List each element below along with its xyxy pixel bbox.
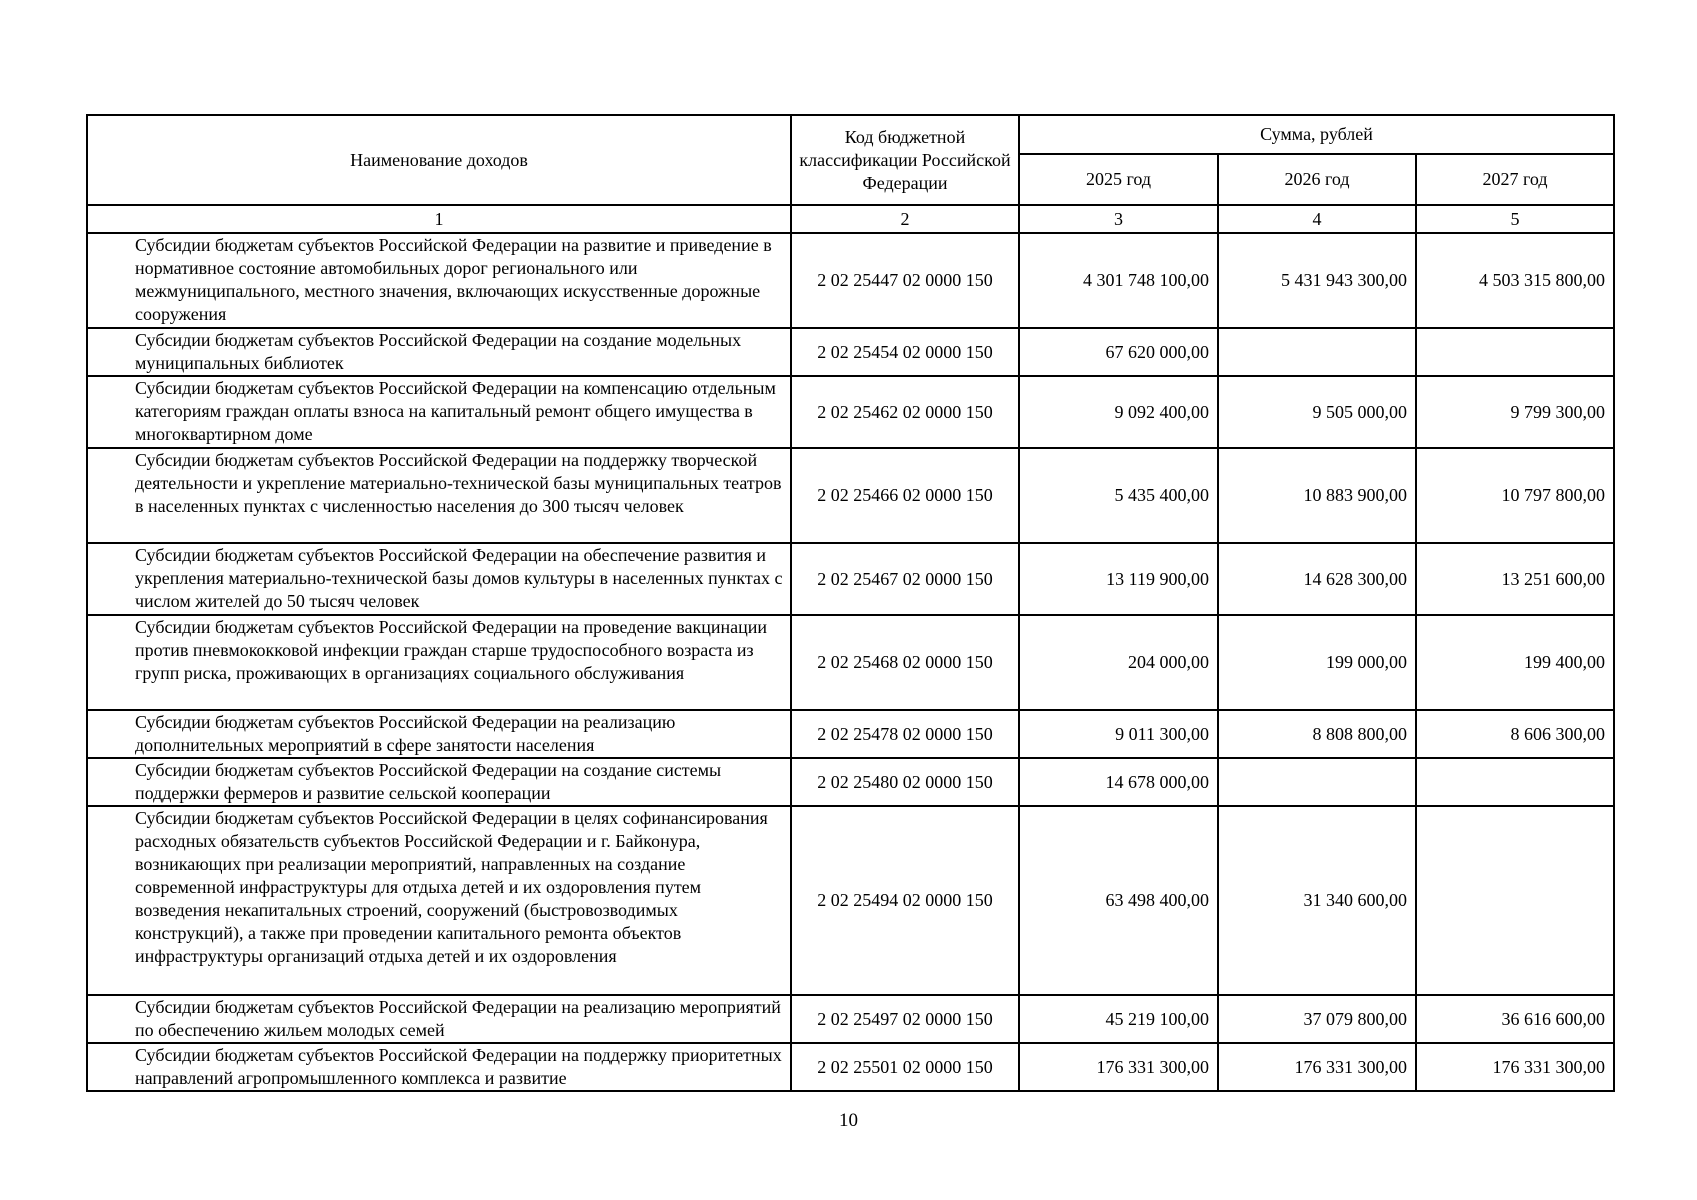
header-budget-code: Код бюджетной классификации Российской Федерации [791,115,1019,205]
income-name-cell: Субсидии бюджетам субъектов Российской Федерации на реализацию мероприятий по обеспечению жильем молодых семей [87,995,791,1043]
amount-2027-cell [1416,806,1614,995]
income-name-cell: Субсидии бюджетам субъектов Российской Федерации на проведение вакцинации против пневмококковой инфекции граждан старше трудоспособного возраста из групп риска, проживающих в организациях социального обслуживания [87,615,791,710]
table-row [87,806,1614,995]
amount-2027-cell [1416,758,1614,806]
amount-2025-cell: 67 620 000,00 [1019,328,1218,376]
amount-2027-cell: 36 616 600,00 [1416,995,1614,1043]
header-year-2025: 2025 год [1019,154,1218,205]
amount-2026-cell [1218,758,1416,806]
column-number-row [87,205,1614,233]
income-table [86,114,1615,1092]
income-name-cell: Субсидии бюджетам субъектов Российской Федерации на поддержку приоритетных направлений агропромышленного комплекса и развитие [87,1043,791,1091]
table-row [87,543,1614,615]
income-name-cell: Субсидии бюджетам субъектов Российской Федерации на компенсацию отдельным категориям граждан оплаты взноса на капитальный ремонт общего имущества в многоквартирном доме [87,376,791,448]
income-name-cell: Субсидии бюджетам субъектов Российской Федерации в целях софинансирования расходных обязательств субъектов Российской Федерации и г. Байконура, возникающих при реализации мероприятий, направленных на создание современной инфраструктуры для отдыха детей и их оздоровления путем возведения некапитальных строений, сооружений (быстровозводимых конструкций), а также при проведении капитального ремонта объектов инфраструктуры организаций отдыха детей и их оздоровления [87,806,791,995]
header-year-2026: 2026 год [1218,154,1416,205]
header-income-name: Наименование доходов [87,115,791,205]
table-row [87,710,1614,758]
amount-2025-cell: 45 219 100,00 [1019,995,1218,1043]
amount-2026-cell: 176 331 300,00 [1218,1043,1416,1091]
table-row [87,376,1614,448]
table-row [87,758,1614,806]
budget-code-cell: 2 02 25454 02 0000 150 [791,328,1019,376]
column-number: 5 [1416,205,1614,233]
budget-code-cell: 2 02 25447 02 0000 150 [791,233,1019,328]
income-name-cell: Субсидии бюджетам субъектов Российской Федерации на развитие и приведение в нормативное состояние автомобильных дорог регионального или межмуниципального, местного значения, включающих искусственные дорожные сооружения [87,233,791,328]
amount-2026-cell: 37 079 800,00 [1218,995,1416,1043]
table-row [87,995,1614,1043]
amount-2025-cell: 13 119 900,00 [1019,543,1218,615]
budget-code-cell: 2 02 25494 02 0000 150 [791,806,1019,995]
amount-2026-cell: 5 431 943 300,00 [1218,233,1416,328]
income-name-cell: Субсидии бюджетам субъектов Российской Федерации на создание модельных муниципальных библиотек [87,328,791,376]
table-row [87,328,1614,376]
column-number: 3 [1019,205,1218,233]
budget-code-cell: 2 02 25462 02 0000 150 [791,376,1019,448]
page-number: 10 [839,1110,858,1131]
amount-2027-cell [1416,328,1614,376]
amount-2026-cell: 10 883 900,00 [1218,448,1416,543]
amount-2027-cell: 9 799 300,00 [1416,376,1614,448]
amount-2027-cell: 4 503 315 800,00 [1416,233,1614,328]
amount-2025-cell: 5 435 400,00 [1019,448,1218,543]
table-body [87,233,1614,1091]
amount-2025-cell: 14 678 000,00 [1019,758,1218,806]
budget-code-cell: 2 02 25497 02 0000 150 [791,995,1019,1043]
header-year-2027: 2027 год [1416,154,1614,205]
amount-2025-cell: 176 331 300,00 [1019,1043,1218,1091]
header-sum: Сумма, рублей [1019,115,1614,154]
column-number: 4 [1218,205,1416,233]
column-number: 2 [791,205,1019,233]
amount-2026-cell: 9 505 000,00 [1218,376,1416,448]
amount-2026-cell: 8 808 800,00 [1218,710,1416,758]
amount-2025-cell: 9 011 300,00 [1019,710,1218,758]
column-number: 1 [87,205,791,233]
budget-code-cell: 2 02 25501 02 0000 150 [791,1043,1019,1091]
amount-2025-cell: 4 301 748 100,00 [1019,233,1218,328]
table-row [87,448,1614,543]
income-name-cell: Субсидии бюджетам субъектов Российской Федерации на обеспечение развития и укрепления материально-технической базы домов культуры в населенных пунктах с числом жителей до 50 тысяч человек [87,543,791,615]
budget-code-cell: 2 02 25466 02 0000 150 [791,448,1019,543]
amount-2026-cell: 199 000,00 [1218,615,1416,710]
income-name-cell: Субсидии бюджетам субъектов Российской Федерации на реализацию дополнительных мероприятий в сфере занятости населения [87,710,791,758]
amount-2027-cell: 199 400,00 [1416,615,1614,710]
table-header [87,115,1614,233]
amount-2027-cell: 176 331 300,00 [1416,1043,1614,1091]
amount-2026-cell: 14 628 300,00 [1218,543,1416,615]
budget-code-cell: 2 02 25478 02 0000 150 [791,710,1019,758]
budget-code-cell: 2 02 25480 02 0000 150 [791,758,1019,806]
amount-2027-cell: 8 606 300,00 [1416,710,1614,758]
table-row [87,615,1614,710]
amount-2027-cell: 10 797 800,00 [1416,448,1614,543]
amount-2027-cell: 13 251 600,00 [1416,543,1614,615]
amount-2025-cell: 63 498 400,00 [1019,806,1218,995]
amount-2026-cell [1218,328,1416,376]
income-name-cell: Субсидии бюджетам субъектов Российской Федерации на создание системы поддержки фермеров и развитие сельской кооперации [87,758,791,806]
income-name-cell: Субсидии бюджетам субъектов Российской Федерации на поддержку творческой деятельности и укрепление материально-технической базы муниципальных театров в населенных пунктах с численностью населения до 300 тысяч человек [87,448,791,543]
table-row [87,233,1614,328]
amount-2025-cell: 9 092 400,00 [1019,376,1218,448]
budget-code-cell: 2 02 25468 02 0000 150 [791,615,1019,710]
budget-sheet [86,114,1613,1092]
amount-2026-cell: 31 340 600,00 [1218,806,1416,995]
budget-code-cell: 2 02 25467 02 0000 150 [791,543,1019,615]
table-row [87,1043,1614,1091]
amount-2025-cell: 204 000,00 [1019,615,1218,710]
